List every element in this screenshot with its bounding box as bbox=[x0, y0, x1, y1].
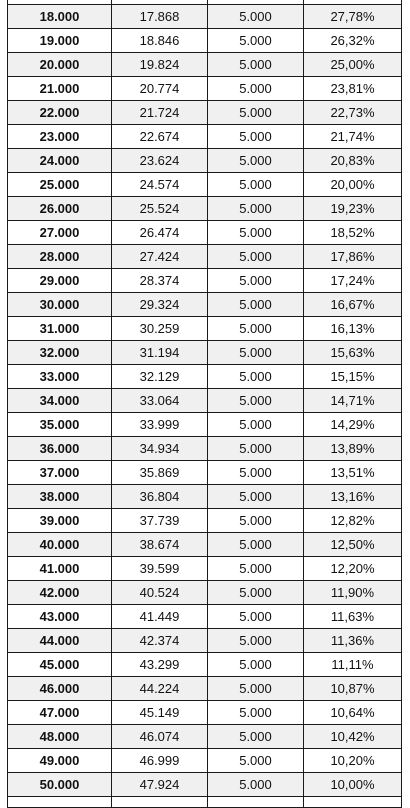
table-cell-fixed[interactable]: 5.000 bbox=[208, 749, 304, 773]
table-cell-net[interactable]: 23.624 bbox=[112, 149, 208, 173]
table-cell-fixed[interactable]: 5.000 bbox=[208, 365, 304, 389]
table-cell-percent[interactable]: 21,74% bbox=[304, 125, 402, 149]
table-cell-fixed[interactable]: 5.000 bbox=[208, 101, 304, 125]
table-cell-percent[interactable]: 12,50% bbox=[304, 533, 402, 557]
table-cell-net[interactable]: 37.739 bbox=[112, 509, 208, 533]
table-cell-income[interactable]: 46.000 bbox=[8, 677, 112, 701]
table-row bbox=[8, 677, 402, 701]
table-cell-net[interactable]: 35.869 bbox=[112, 461, 208, 485]
table-cell-fixed[interactable]: 5.000 bbox=[208, 389, 304, 413]
table-cell-net[interactable]: 32.129 bbox=[112, 365, 208, 389]
table-cell-net[interactable]: 19.824 bbox=[112, 53, 208, 77]
table-cell-income[interactable]: 18.000 bbox=[8, 5, 112, 29]
table-cell[interactable] bbox=[8, 797, 112, 808]
table-cell-fixed[interactable]: 5.000 bbox=[208, 197, 304, 221]
table-cell-net[interactable]: 27.424 bbox=[112, 245, 208, 269]
table-cell-fixed[interactable]: 5.000 bbox=[208, 557, 304, 581]
table-cell-fixed[interactable]: 5.000 bbox=[208, 125, 304, 149]
table-row bbox=[8, 605, 402, 629]
table-cell-income[interactable]: 29.000 bbox=[8, 269, 112, 293]
table-cell-percent[interactable]: 26,32% bbox=[304, 29, 402, 53]
table-cell-income[interactable]: 37.000 bbox=[8, 461, 112, 485]
table-body bbox=[8, 0, 402, 808]
table-cell-percent[interactable]: 14,29% bbox=[304, 413, 402, 437]
table-cell-income[interactable]: 48.000 bbox=[8, 725, 112, 749]
table-row bbox=[8, 5, 402, 29]
table-row bbox=[8, 77, 402, 101]
table-cell-percent[interactable]: 10,87% bbox=[304, 677, 402, 701]
table-cell-net[interactable]: 44.224 bbox=[112, 677, 208, 701]
table-row bbox=[8, 197, 402, 221]
table-cell-fixed[interactable]: 5.000 bbox=[208, 173, 304, 197]
table-cell-fixed[interactable]: 5.000 bbox=[208, 5, 304, 29]
table-cell-net[interactable]: 30.259 bbox=[112, 317, 208, 341]
table-cell-fixed[interactable]: 5.000 bbox=[208, 629, 304, 653]
table-cell-fixed[interactable]: 5.000 bbox=[208, 77, 304, 101]
table-cell-income[interactable]: 23.000 bbox=[8, 125, 112, 149]
table-cell-net[interactable]: 43.299 bbox=[112, 653, 208, 677]
table-row bbox=[8, 581, 402, 605]
table-row bbox=[8, 317, 402, 341]
table-cell-fixed[interactable]: 5.000 bbox=[208, 149, 304, 173]
table-row bbox=[8, 173, 402, 197]
table-cell[interactable] bbox=[208, 797, 304, 808]
table-cell-fixed[interactable]: 5.000 bbox=[208, 413, 304, 437]
table-cell-net[interactable]: 45.149 bbox=[112, 701, 208, 725]
table-cell-percent[interactable]: 18,52% bbox=[304, 221, 402, 245]
table-cell-income[interactable]: 22.000 bbox=[8, 101, 112, 125]
table-cell-percent[interactable]: 13,89% bbox=[304, 437, 402, 461]
table-cell-percent[interactable]: 16,67% bbox=[304, 293, 402, 317]
table-cell-income[interactable]: 33.000 bbox=[8, 365, 112, 389]
table-cell-net[interactable]: 38.674 bbox=[112, 533, 208, 557]
table-row-partial-bottom bbox=[8, 797, 402, 808]
table-cell-net[interactable]: 28.374 bbox=[112, 269, 208, 293]
table-cell-income[interactable]: 44.000 bbox=[8, 629, 112, 653]
table-cell-income[interactable]: 32.000 bbox=[8, 341, 112, 365]
table-cell-percent[interactable]: 10,00% bbox=[304, 773, 402, 797]
table-cell-income[interactable]: 35.000 bbox=[8, 413, 112, 437]
table-cell-income[interactable]: 50.000 bbox=[8, 773, 112, 797]
table-cell-income[interactable]: 41.000 bbox=[8, 557, 112, 581]
table-cell-percent[interactable]: 17,24% bbox=[304, 269, 402, 293]
table-row bbox=[8, 53, 402, 77]
table-row bbox=[8, 101, 402, 125]
table-cell-income[interactable]: 49.000 bbox=[8, 749, 112, 773]
table-cell-income[interactable]: 26.000 bbox=[8, 197, 112, 221]
table-cell-fixed[interactable]: 5.000 bbox=[208, 485, 304, 509]
table-cell-net[interactable]: 24.574 bbox=[112, 173, 208, 197]
table-cell-fixed[interactable]: 5.000 bbox=[208, 437, 304, 461]
table-cell-net[interactable]: 46.074 bbox=[112, 725, 208, 749]
table-cell-percent[interactable]: 17,86% bbox=[304, 245, 402, 269]
table-cell-net[interactable]: 21.724 bbox=[112, 101, 208, 125]
table-row bbox=[8, 269, 402, 293]
table-row bbox=[8, 749, 402, 773]
table-cell-net[interactable]: 22.674 bbox=[112, 125, 208, 149]
table-cell-percent[interactable]: 19,23% bbox=[304, 197, 402, 221]
table-cell-percent[interactable]: 22,73% bbox=[304, 101, 402, 125]
table-cell-income[interactable]: 28.000 bbox=[8, 245, 112, 269]
table-cell-income[interactable]: 43.000 bbox=[8, 605, 112, 629]
table-cell-percent[interactable]: 12,82% bbox=[304, 509, 402, 533]
table-row bbox=[8, 653, 402, 677]
table-row bbox=[8, 461, 402, 485]
table-cell-net[interactable]: 25.524 bbox=[112, 197, 208, 221]
table-row bbox=[8, 29, 402, 53]
table-cell-percent[interactable]: 11,90% bbox=[304, 581, 402, 605]
table-cell-percent[interactable]: 20,83% bbox=[304, 149, 402, 173]
table-row bbox=[8, 725, 402, 749]
table-cell-percent[interactable]: 23,81% bbox=[304, 77, 402, 101]
table-row bbox=[8, 629, 402, 653]
table-cell-net[interactable]: 31.194 bbox=[112, 341, 208, 365]
table-cell-percent[interactable]: 12,20% bbox=[304, 557, 402, 581]
table-cell-fixed[interactable]: 5.000 bbox=[208, 509, 304, 533]
table-cell-percent[interactable]: 14,71% bbox=[304, 389, 402, 413]
table-cell-fixed[interactable]: 5.000 bbox=[208, 29, 304, 53]
table-cell-net[interactable]: 46.999 bbox=[112, 749, 208, 773]
table-cell-net[interactable]: 39.599 bbox=[112, 557, 208, 581]
table-cell-income[interactable]: 30.000 bbox=[8, 293, 112, 317]
table-cell-net[interactable]: 41.449 bbox=[112, 605, 208, 629]
table-row bbox=[8, 773, 402, 797]
table-cell-net[interactable]: 40.524 bbox=[112, 581, 208, 605]
table-cell-fixed[interactable]: 5.000 bbox=[208, 581, 304, 605]
table-cell-percent[interactable]: 13,51% bbox=[304, 461, 402, 485]
table-cell-percent[interactable]: 10,20% bbox=[304, 749, 402, 773]
table-cell-income[interactable]: 27.000 bbox=[8, 221, 112, 245]
table-cell-fixed[interactable]: 5.000 bbox=[208, 341, 304, 365]
table-cell-income[interactable]: 45.000 bbox=[8, 653, 112, 677]
spreadsheet-view bbox=[7, 0, 401, 808]
table-cell-income[interactable]: 31.000 bbox=[8, 317, 112, 341]
table-cell-net[interactable]: 47.924 bbox=[112, 773, 208, 797]
table-row bbox=[8, 365, 402, 389]
table-row bbox=[8, 557, 402, 581]
table-row bbox=[8, 701, 402, 725]
table-cell-percent[interactable]: 10,42% bbox=[304, 725, 402, 749]
table-row bbox=[8, 485, 402, 509]
data-table bbox=[7, 0, 402, 808]
table-cell-percent[interactable]: 27,78% bbox=[304, 5, 402, 29]
table-cell-net[interactable]: 17.868 bbox=[112, 5, 208, 29]
table-row bbox=[8, 221, 402, 245]
table-cell-income[interactable]: 47.000 bbox=[8, 701, 112, 725]
table-row bbox=[8, 437, 402, 461]
table-cell-income[interactable]: 24.000 bbox=[8, 149, 112, 173]
table-cell-income[interactable]: 36.000 bbox=[8, 437, 112, 461]
table-cell-percent[interactable]: 13,16% bbox=[304, 485, 402, 509]
table-cell-income[interactable]: 25.000 bbox=[8, 173, 112, 197]
table-row bbox=[8, 149, 402, 173]
table-cell-percent[interactable]: 11,11% bbox=[304, 653, 402, 677]
table-cell-fixed[interactable]: 5.000 bbox=[208, 701, 304, 725]
table-cell-net[interactable]: 26.474 bbox=[112, 221, 208, 245]
table-row bbox=[8, 245, 402, 269]
table-row bbox=[8, 533, 402, 557]
table-cell-fixed[interactable]: 5.000 bbox=[208, 461, 304, 485]
table-cell-percent[interactable]: 11,36% bbox=[304, 629, 402, 653]
table-cell-percent[interactable]: 16,13% bbox=[304, 317, 402, 341]
table-cell-fixed[interactable]: 5.000 bbox=[208, 53, 304, 77]
table-cell-net[interactable]: 33.064 bbox=[112, 389, 208, 413]
table-cell-income[interactable]: 38.000 bbox=[8, 485, 112, 509]
table-cell-income[interactable]: 19.000 bbox=[8, 29, 112, 53]
table-cell-fixed[interactable]: 5.000 bbox=[208, 533, 304, 557]
table-cell-fixed[interactable]: 5.000 bbox=[208, 221, 304, 245]
table-cell-percent[interactable]: 20,00% bbox=[304, 173, 402, 197]
table-cell-percent[interactable]: 10,64% bbox=[304, 701, 402, 725]
table-cell-income[interactable]: 39.000 bbox=[8, 509, 112, 533]
table-cell-fixed[interactable]: 5.000 bbox=[208, 293, 304, 317]
table-row bbox=[8, 341, 402, 365]
table-cell-net[interactable]: 29.324 bbox=[112, 293, 208, 317]
table-cell-net[interactable]: 36.804 bbox=[112, 485, 208, 509]
table-cell-net[interactable]: 42.374 bbox=[112, 629, 208, 653]
table-cell-fixed[interactable]: 5.000 bbox=[208, 605, 304, 629]
table-cell-income[interactable]: 34.000 bbox=[8, 389, 112, 413]
table-row bbox=[8, 509, 402, 533]
table-cell-percent[interactable]: 15,63% bbox=[304, 341, 402, 365]
table-cell[interactable] bbox=[304, 797, 402, 808]
table-cell-percent[interactable]: 15,15% bbox=[304, 365, 402, 389]
table-cell-net[interactable]: 34.934 bbox=[112, 437, 208, 461]
table-cell-fixed[interactable]: 5.000 bbox=[208, 677, 304, 701]
table-cell-fixed[interactable]: 5.000 bbox=[208, 653, 304, 677]
table-cell[interactable] bbox=[112, 797, 208, 808]
table-cell-fixed[interactable]: 5.000 bbox=[208, 317, 304, 341]
table-row bbox=[8, 125, 402, 149]
table-cell-net[interactable]: 20.774 bbox=[112, 77, 208, 101]
table-cell-income[interactable]: 20.000 bbox=[8, 53, 112, 77]
table-row bbox=[8, 389, 402, 413]
table-cell-income[interactable]: 21.000 bbox=[8, 77, 112, 101]
table-cell-fixed[interactable]: 5.000 bbox=[208, 245, 304, 269]
table-cell-percent[interactable]: 11,63% bbox=[304, 605, 402, 629]
table-cell-net[interactable]: 18.846 bbox=[112, 29, 208, 53]
table-cell-fixed[interactable]: 5.000 bbox=[208, 269, 304, 293]
table-cell-net[interactable]: 33.999 bbox=[112, 413, 208, 437]
table-cell-percent[interactable]: 25,00% bbox=[304, 53, 402, 77]
table-cell-fixed[interactable]: 5.000 bbox=[208, 773, 304, 797]
table-row bbox=[8, 413, 402, 437]
table-row bbox=[8, 293, 402, 317]
table-cell-fixed[interactable]: 5.000 bbox=[208, 725, 304, 749]
table-cell-income[interactable]: 40.000 bbox=[8, 533, 112, 557]
table-cell-income[interactable]: 42.000 bbox=[8, 581, 112, 605]
